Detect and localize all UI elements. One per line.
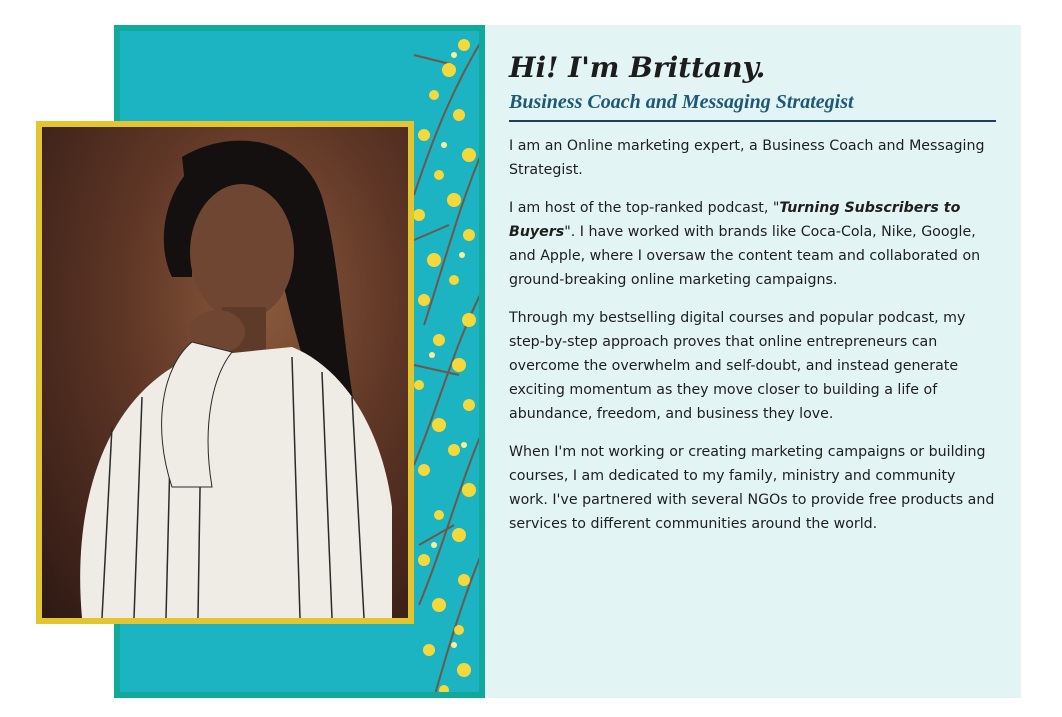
bio-paragraph-2-end: ". I have worked with brands like Coca-Cola, Nike, Google, and Apple, where I oversaw the content team and collaborated on ground-breaking online marketing campaigns. [509, 224, 981, 288]
podcast-title: Turning Subscribers to Buyers [509, 200, 961, 240]
page-title: Hi! I'm Brittany. [509, 51, 766, 84]
bio-paragraph-1: I am an Online marketing expert, a Business Coach and Messaging Strategist. [509, 138, 985, 178]
portrait-frame [36, 121, 414, 624]
portrait-photo [42, 127, 408, 618]
bio-paragraph-3: Through my bestselling digital courses and popular podcast, my step-by-step approach proves that online entrepreneurs can overcome the overwhelm and self-doubt, and instead generate exciting momentum as they move closer to building a life of abundance, freedom, and business they love. [509, 310, 966, 422]
bio-paragraph-2 [509, 196, 997, 292]
bio-paragraph-2-start: I am host of the top-ranked podcast, " [509, 200, 780, 216]
about-content-panel [485, 25, 1021, 698]
portrait-illustration [42, 127, 408, 618]
bio-paragraph-4: When I'm not working or creating marketing campaigns or building courses, I am dedicated to my family, ministry and community work. I've partnered with several NGOs to provide free products and services to different communities around the world. [509, 444, 995, 532]
subtitle: Business Coach and Messaging Strategist [509, 89, 996, 122]
